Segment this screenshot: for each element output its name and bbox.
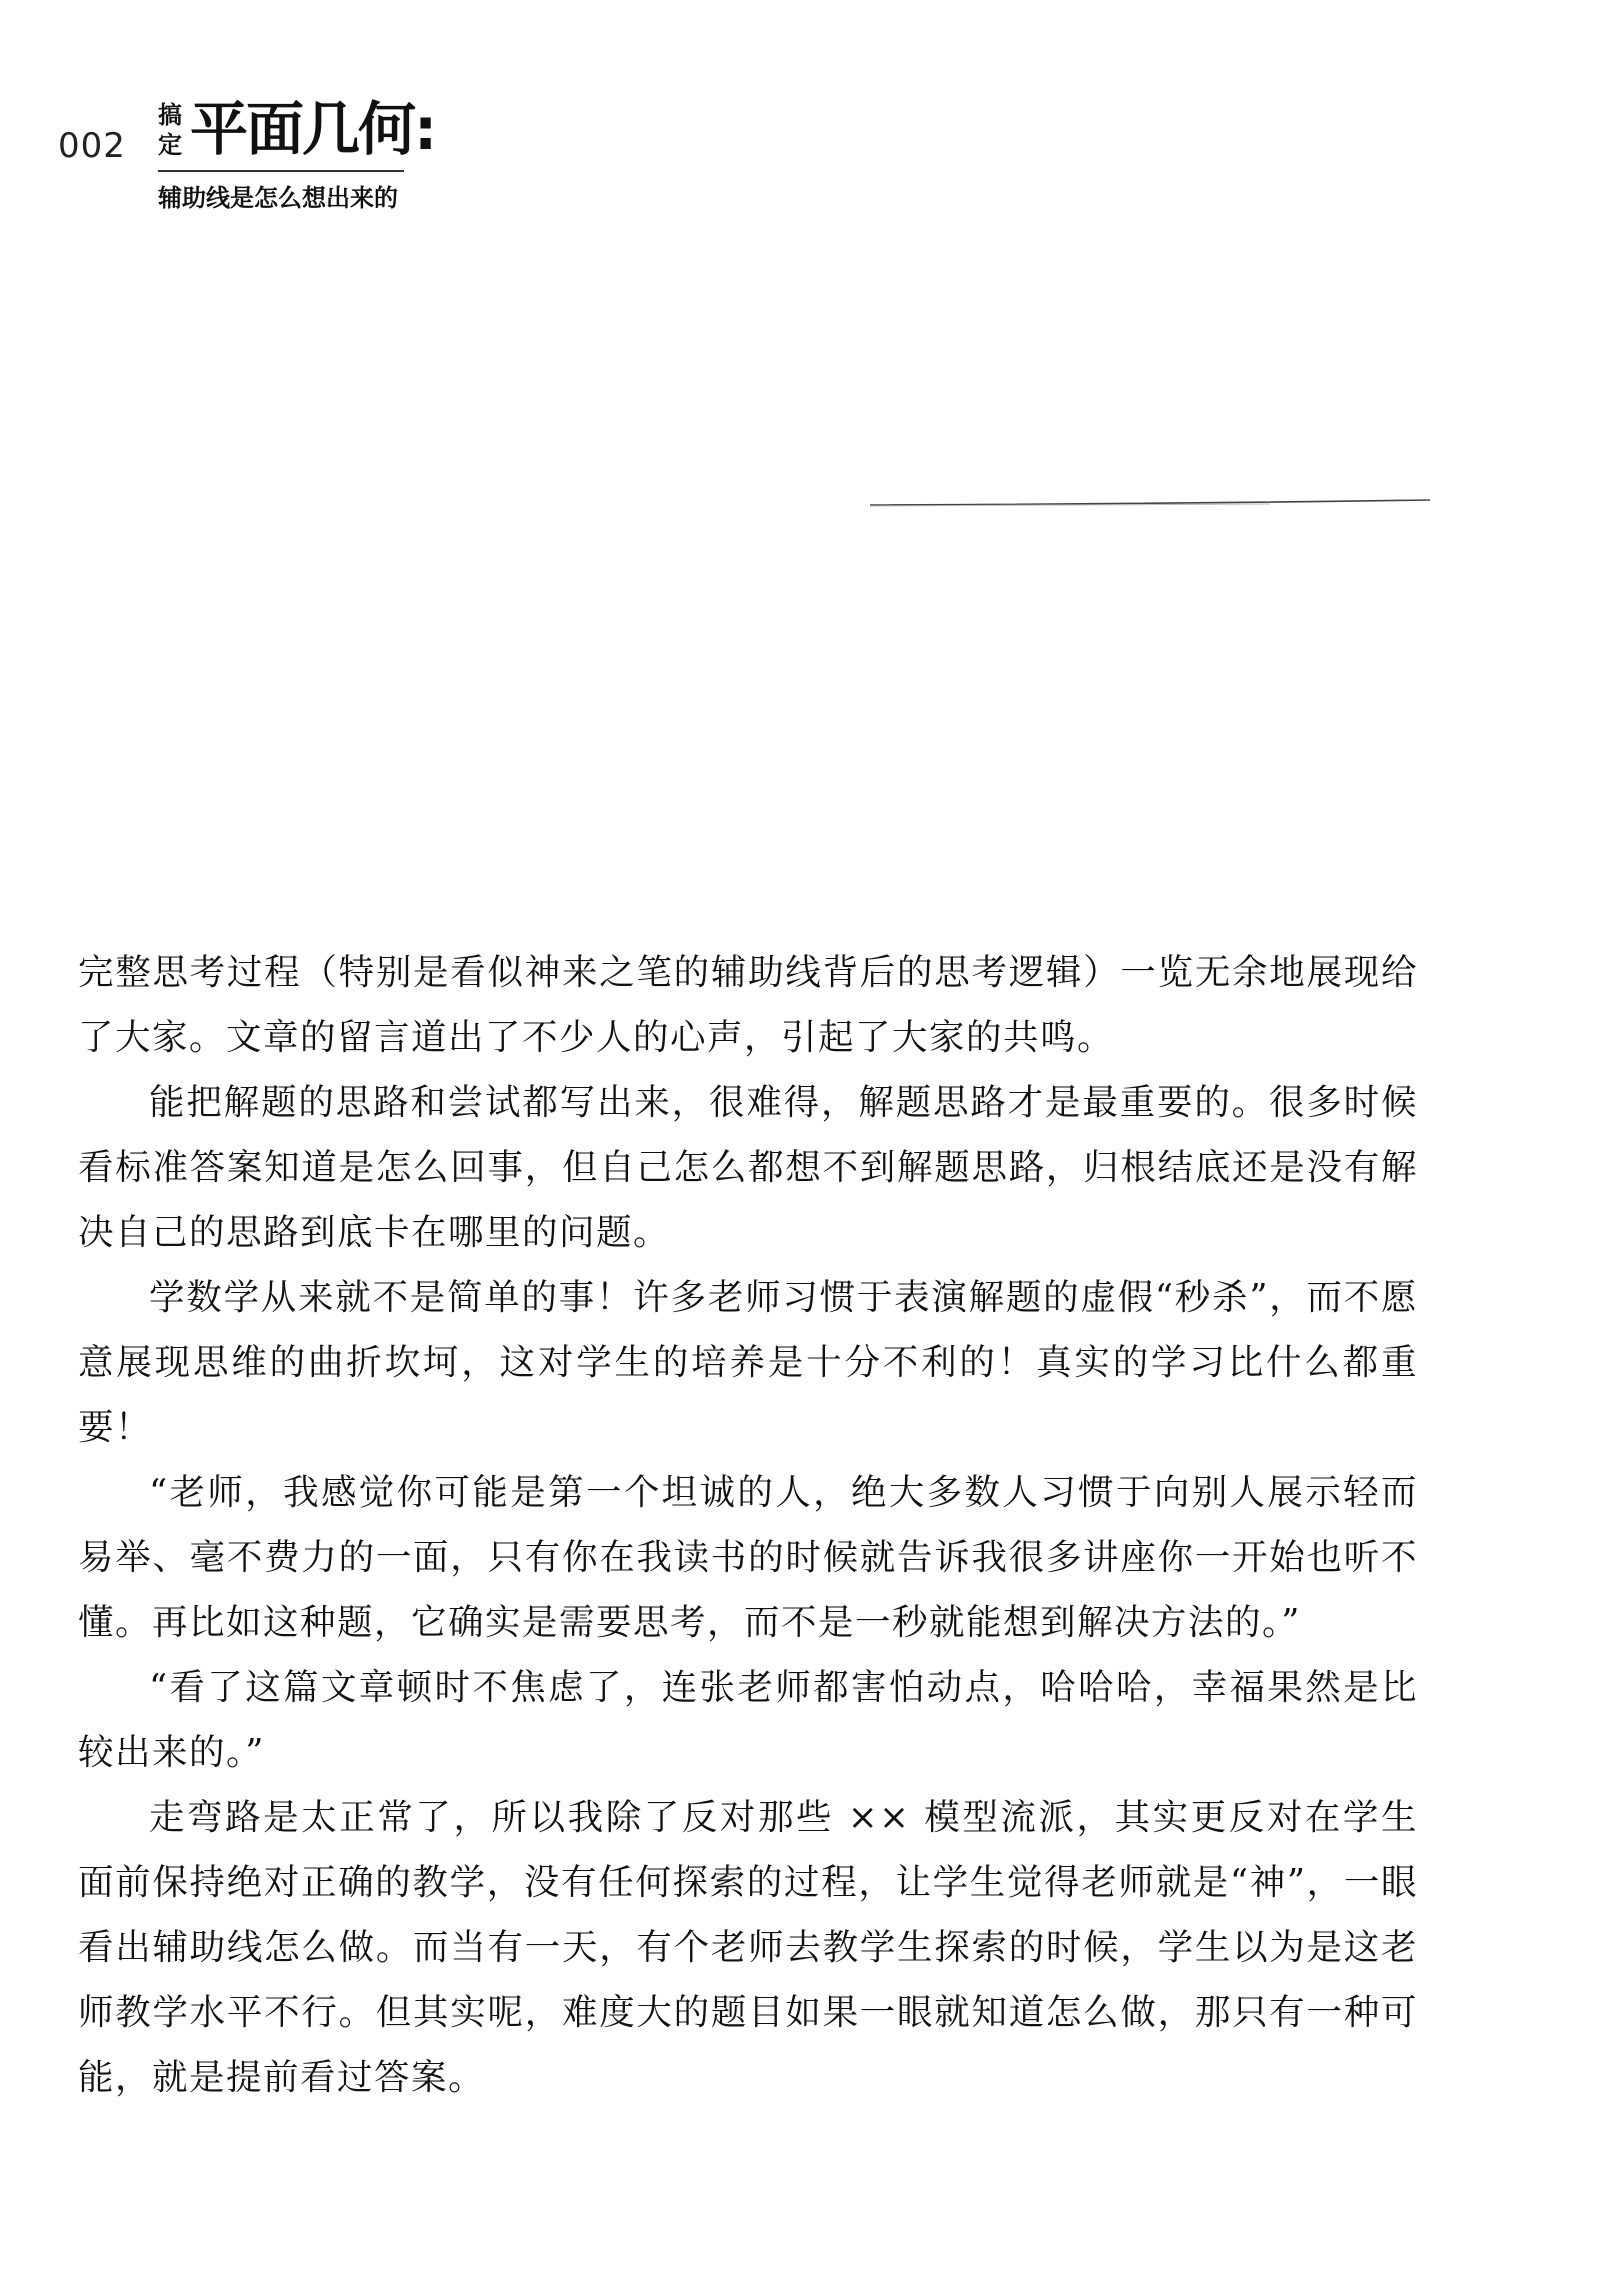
body-text: [78, 940, 1418, 2110]
book-subtitle: 辅助线是怎么想出来的: [158, 184, 398, 212]
paragraph-4-quote: “老师，我感觉你可能是第一个坦诚的人，绝大多数人习惯于向别人展示轻而易举、毫不费力的一面，只有你在我读书的时候就告诉我很多讲座你一开始也听不懂。再比如这种题，它确实是需要思考，而不是一秒就能想到解决方法的。”: [78, 1472, 1418, 1643]
paragraph-5-quote: “看了这篇文章顿时不焦虑了，连张老师都害怕动点，哈哈哈，幸福果然是比较出来的。”: [78, 1667, 1418, 1773]
book-title: 平面几何:: [190, 95, 436, 163]
paragraph-1: 完整思考过程（特别是看似神来之笔的辅助线背后的思考逻辑）一览无余地展现给了大家。文章的留言道出了不少人的心声，引起了大家的共鸣。: [78, 952, 1418, 1058]
decorative-scan-line: [870, 498, 1430, 508]
paragraph-2: 能把解题的思路和尝试都写出来，很难得，解题思路才是最重要的。很多时候看标准答案知道是怎么回事，但自己怎么都想不到解题思路，归根结底还是没有解决自己的思路到底卡在哪里的问题。: [78, 1082, 1418, 1253]
header-divider: [158, 170, 404, 172]
page-number: 002: [58, 126, 126, 166]
running-header: [58, 95, 436, 218]
paragraph-6: 走弯路是太正常了，所以我除了反对那些 ×× 模型流派，其实更反对在学生面前保持绝对正确的教学，没有任何探索的过程，让学生觉得老师就是“神”，一眼看出辅助线怎么做。而当有一天，有个老师去教学生探索的时候，学生以为是这老师教学水平不行。但其实呢，难度大的题目如果一眼就知道怎么做，那只有一种可能，就是提前看过答案。: [78, 1797, 1418, 2098]
paragraph-3: 学数学从来就不是简单的事！许多老师习惯于表演解题的虚假“秒杀”，而不愿意展现思维的曲折坎坷，这对学生的培养是十分不利的！真实的学习比什么都重要！: [78, 1277, 1418, 1448]
book-title-prefix: 搞定: [158, 101, 182, 159]
